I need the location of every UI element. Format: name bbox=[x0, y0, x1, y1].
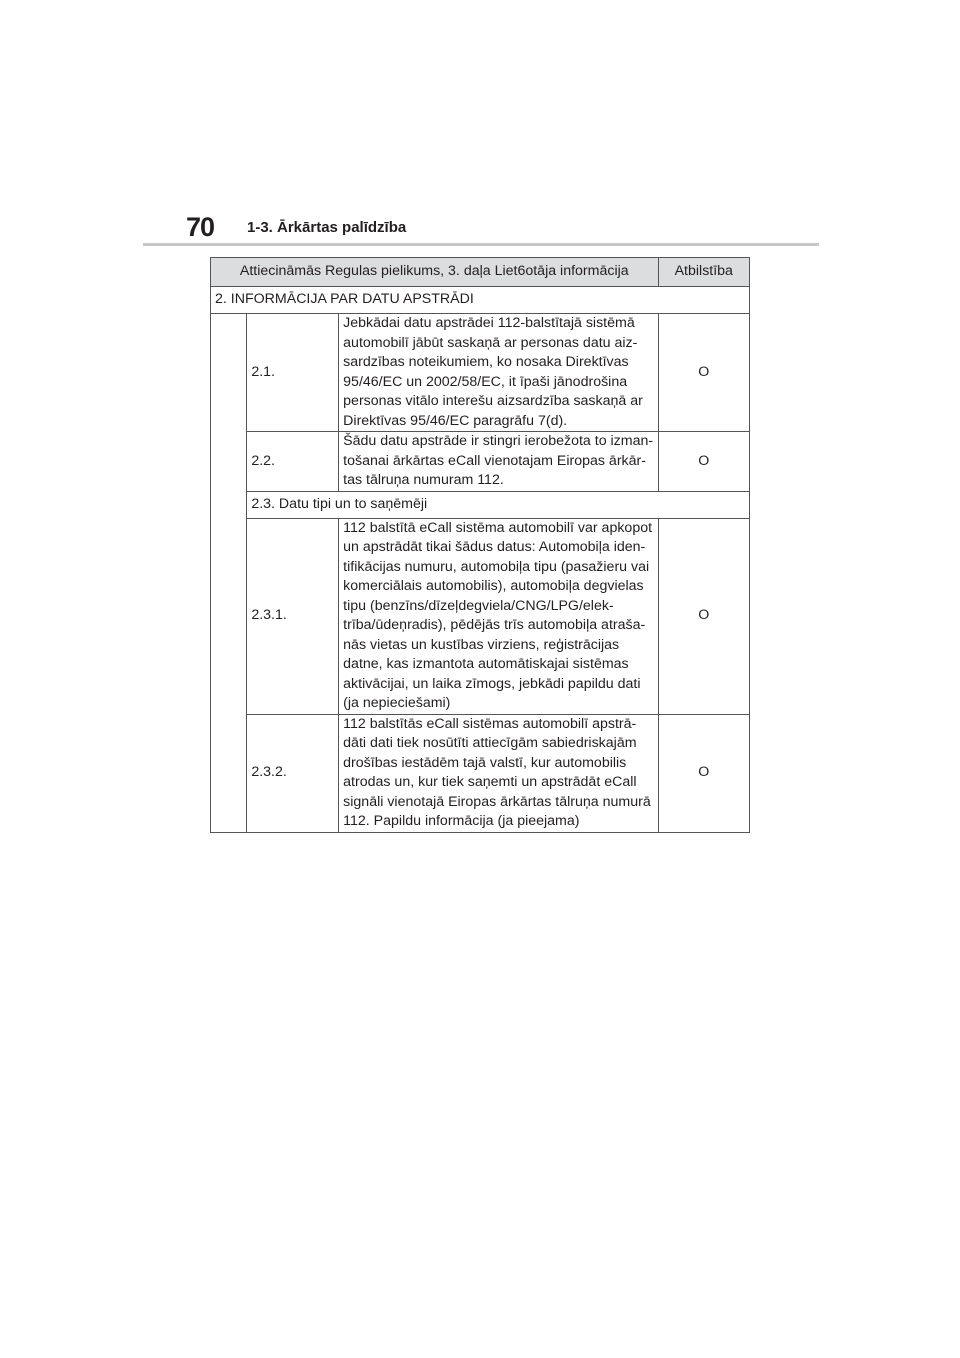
section-heading-row bbox=[211, 287, 750, 314]
subsection-heading: 2.3. Datu tipi un to saņēmēji bbox=[247, 491, 750, 518]
regulation-table bbox=[210, 257, 750, 833]
indent-cell bbox=[211, 314, 247, 833]
column-header-compliance: Atbilstība bbox=[658, 258, 749, 287]
table-header-row bbox=[211, 258, 750, 287]
column-header-info: Attiecināmās Regulas pielikums, 3. daļa Liet6otāja informācija bbox=[211, 258, 659, 287]
table-row bbox=[211, 518, 750, 714]
row-compliance: O bbox=[658, 714, 749, 832]
row-number: 2.2. bbox=[247, 432, 339, 492]
header-rule bbox=[143, 243, 819, 246]
section-title: 1-3. Ārkārtas palīdzība bbox=[247, 219, 407, 236]
table-row bbox=[211, 432, 750, 492]
subsection-heading-row bbox=[211, 491, 750, 518]
row-text: 112 balstītās eCall sistēmas automobilī apstrā- dāti dati tiek nosūtīti attiecīgām sabiedriskajām drošības iestādēm tajā valstī, kur automobilis atrodas un, kur tiek saņemti un apstrādāt eCall signāli vienotajā Eiropas ārkārtas tālruņa numurā 112. Papildu informācija (ja pieejama) bbox=[339, 714, 658, 832]
table-row bbox=[211, 314, 750, 432]
section-heading: 2. INFORMĀCIJA PAR DATU APSTRĀDI bbox=[211, 287, 750, 314]
row-text: Šādu datu apstrāde ir stingri ierobežota to izman- tošanai ārkārtas eCall vienotajam Eiropas ārkār- tas tālruņa numuram 112. bbox=[339, 432, 658, 492]
row-compliance: O bbox=[658, 314, 749, 432]
row-number: 2.3.2. bbox=[247, 714, 339, 832]
table-row bbox=[211, 714, 750, 832]
row-text: Jebkādai datu apstrādei 112-balstītajā sistēmā automobilī jābūt saskaņā ar personas datu aiz- sardzības noteikumiem, ko nosaka Direktīvas 95/46/EC un 2002/58/EC, it īpaši jānodrošina personas vitālo interešu aizsardzība saskaņā ar Direktīvas 95/46/EC paragrāfu 7(d). bbox=[339, 314, 658, 432]
row-text: 112 balstītā eCall sistēma automobilī var apkopot un apstrādāt tikai šādus datus: Automobiļa iden- tifikācijas numuru, automobiļa tipu (pasažieru vai komerciālais automobilis), automobiļa degvielas tipu (benzīns/dīzeļdegviela/CNG/LPG/elek- trība/ūdeņradis), pēdējās trīs automobiļa atraša- nās vietas un kustības virziens, reģistrācijas datne, kas izmantota automātiskajai sistēmas aktivācijai, un laika zīmogs, jebkādi papildu dati (ja nepieciešami) bbox=[339, 518, 658, 714]
row-number: 2.1. bbox=[247, 314, 339, 432]
row-compliance: O bbox=[658, 432, 749, 492]
row-number: 2.3.1. bbox=[247, 518, 339, 714]
page-number: 70 bbox=[186, 212, 215, 242]
row-compliance: O bbox=[658, 518, 749, 714]
